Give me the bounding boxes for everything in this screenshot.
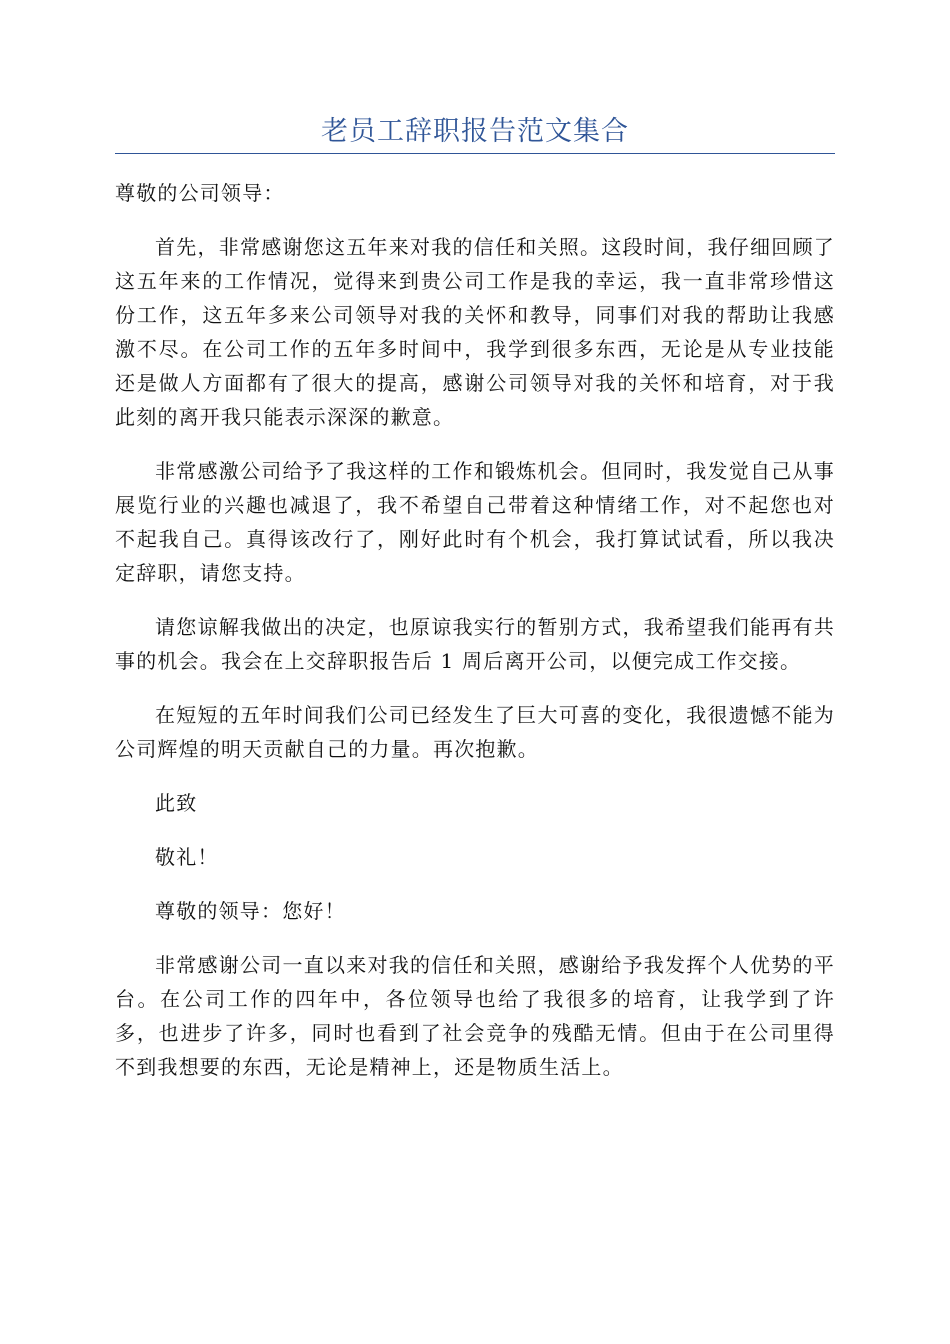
closing-cizhi: 此致 bbox=[155, 791, 198, 815]
document-body bbox=[115, 176, 835, 1104]
second-salutation: 尊敬的领导：您好！ bbox=[155, 899, 346, 923]
closing-jingli: 敬礼！ bbox=[155, 845, 219, 869]
paragraph-request: 请您谅解我做出的决定，也原谅我实行的暂别方式，我希望我们能再有共事的机会。我会在上交辞职报告后 1 周后离开公司，以便完成工作交接。 bbox=[115, 615, 835, 673]
document-title: 老员工辞职报告范文集合 bbox=[321, 116, 629, 147]
paragraph-regret: 在短短的五年时间我们公司已经发生了巨大可喜的变化，我很遗憾不能为公司辉煌的明天贡献自己的力量。再次抱歉。 bbox=[115, 703, 835, 761]
title-underline bbox=[115, 153, 835, 154]
salutation: 尊敬的公司领导： bbox=[115, 181, 285, 205]
paragraph-reason: 非常感激公司给予了我这样的工作和锻炼机会。但同时，我发觉自己从事展览行业的兴趣也减退了，我不希望自己带着这种情绪工作，对不起您也对不起我自己。真得该改行了，刚好此时有个机会，我打算试试看，所以我决定辞职，请您支持。 bbox=[115, 459, 835, 585]
paragraph-thanks: 首先，非常感谢您这五年来对我的信任和关照。这段时间，我仔细回顾了这五年来的工作情况，觉得来到贵公司工作是我的幸运，我一直非常珍惜这份工作，这五年多来公司领导对我的关怀和教导，同事们对我的帮助让我感激不尽。在公司工作的五年多时间中，我学到很多东西，无论是从专业技能还是做人方面都有了很大的提高，感谢公司领导对我的关怀和培育，对于我此刻的离开我只能表示深深的歉意。 bbox=[115, 235, 835, 429]
paragraph-second-letter: 非常感谢公司一直以来对我的信任和关照，感谢给予我发挥个人优势的平台。在公司工作的四年中，各位领导也给了我很多的培育，让我学到了许多，也进步了许多，同时也看到了社会竞争的残酷无情。但由于在公司里得不到我想要的东西，无论是精神上，还是物质生活上。 bbox=[115, 953, 835, 1079]
